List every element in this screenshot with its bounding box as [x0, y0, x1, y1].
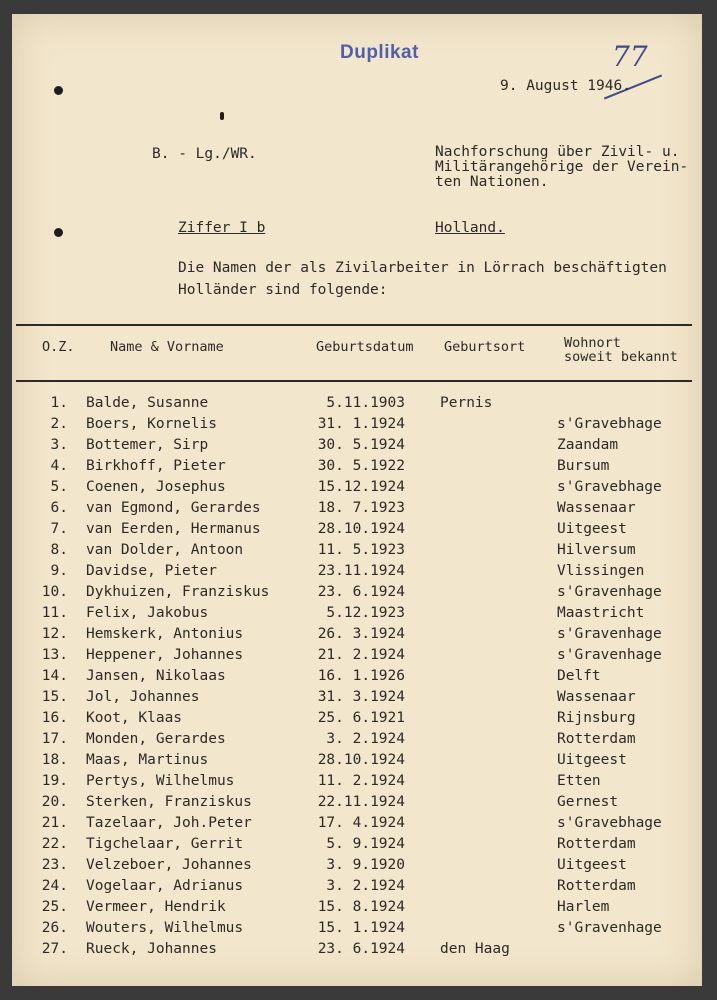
row-residence: s'Gravenhage: [557, 626, 662, 642]
row-dob: 15. 8.1924: [317, 899, 405, 915]
table-header-rule: [16, 380, 692, 382]
punch-hole-top: [54, 86, 63, 95]
row-number: 27.: [41, 941, 68, 957]
row-residence: Gernest: [557, 794, 619, 810]
document-date: 9. August 1946.: [500, 78, 631, 94]
row-dob: 15. 1.1924: [317, 920, 405, 936]
row-name: Vermeer, Hendrik: [86, 899, 226, 915]
row-name: Koot, Klaas: [86, 710, 183, 726]
row-number: 13.: [41, 647, 68, 663]
row-number: 14.: [41, 668, 68, 684]
ink-mark: [220, 112, 224, 120]
table-row: [12, 771, 702, 792]
row-number: 11.: [41, 605, 68, 621]
row-dob: 30. 5.1924: [317, 437, 405, 453]
row-residence: s'Gravebhage: [557, 416, 662, 432]
table-row: [12, 540, 702, 561]
row-dob: 23. 6.1924: [317, 941, 405, 957]
row-dob: 28.10.1924: [317, 521, 405, 537]
row-name: Hemskerk, Antonius: [86, 626, 244, 642]
table-row: [12, 645, 702, 666]
row-dob: 11. 5.1923: [317, 542, 405, 558]
row-name: Balde, Susanne: [86, 395, 209, 411]
table-row: [12, 729, 702, 750]
row-dob: 3. 2.1924: [326, 878, 405, 894]
row-residence: s'Gravenhage: [557, 920, 662, 936]
row-name: van Egmond, Gerardes: [86, 500, 261, 516]
row-name: Dykhuizen, Franziskus: [86, 584, 270, 600]
row-number: 25.: [41, 899, 68, 915]
row-name: Vogelaar, Adrianus: [86, 878, 244, 894]
section-label: Ziffer I b: [178, 220, 266, 236]
header-residence-2: soweit bekannt: [564, 349, 678, 365]
duplikat-stamp: Duplikat: [340, 42, 419, 63]
row-dob: 3. 9.1920: [326, 857, 405, 873]
row-dob: 18. 7.1923: [317, 500, 405, 516]
row-number: 10.: [41, 584, 68, 600]
row-name: Jol, Johannes: [86, 689, 200, 705]
row-residence: Hilversum: [557, 542, 636, 558]
punch-hole-bottom: [54, 228, 63, 237]
table-row: [12, 456, 702, 477]
row-name: Monden, Gerardes: [86, 731, 226, 747]
table-row: [12, 477, 702, 498]
table-row: [12, 813, 702, 834]
row-dob: 21. 2.1924: [317, 647, 405, 663]
header-num: O.Z.: [42, 339, 75, 355]
document-page: [12, 14, 702, 986]
row-number: 18.: [41, 752, 68, 768]
row-name: Velzeboer, Johannes: [86, 857, 252, 873]
table-top-rule: [16, 324, 692, 326]
subject-line-2: Militärangehörige der Verein-: [435, 159, 689, 175]
intro-line-1: Die Namen der als Zivilarbeiter in Lörrach beschäftigten: [178, 260, 667, 276]
row-birthplace: den Haag: [440, 941, 510, 957]
row-name: Pertys, Wilhelmus: [86, 773, 235, 789]
row-number: 5.: [50, 479, 68, 495]
row-number: 17.: [41, 731, 68, 747]
row-dob: 31. 3.1924: [317, 689, 405, 705]
row-dob: 5.12.1923: [326, 605, 405, 621]
row-residence: Delft: [557, 668, 601, 684]
page-number: 77: [612, 40, 648, 73]
table-row: [12, 918, 702, 939]
row-number: 7.: [50, 521, 68, 537]
table-row: [12, 561, 702, 582]
row-number: 4.: [50, 458, 68, 474]
table-row: [12, 708, 702, 729]
row-dob: 3. 2.1924: [326, 731, 405, 747]
row-number: 3.: [50, 437, 68, 453]
header-dob: Geburtsdatum: [316, 339, 414, 355]
country-label: Holland.: [435, 220, 505, 236]
header-name: Name & Vorname: [110, 339, 224, 355]
row-dob: 25. 6.1921: [317, 710, 405, 726]
row-number: 24.: [41, 878, 68, 894]
table-row: [12, 855, 702, 876]
table-row: [12, 939, 702, 960]
row-dob: 26. 3.1924: [317, 626, 405, 642]
row-residence: Uitgeest: [557, 752, 627, 768]
row-number: 2.: [50, 416, 68, 432]
table-row: [12, 603, 702, 624]
row-residence: Rotterdam: [557, 836, 636, 852]
row-name: Heppener, Johannes: [86, 647, 244, 663]
table-row: [12, 876, 702, 897]
table-row: [12, 834, 702, 855]
row-number: 21.: [41, 815, 68, 831]
row-residence: Uitgeest: [557, 521, 627, 537]
row-name: Wouters, Wilhelmus: [86, 920, 244, 936]
row-number: 6.: [50, 500, 68, 516]
row-dob: 11. 2.1924: [317, 773, 405, 789]
row-birthplace: Pernis: [440, 395, 493, 411]
row-residence: Uitgeest: [557, 857, 627, 873]
reference-code: B. - Lg./WR.: [152, 146, 257, 162]
row-residence: Rotterdam: [557, 731, 636, 747]
row-number: 9.: [50, 563, 68, 579]
row-name: Jansen, Nikolaas: [86, 668, 226, 684]
subject-line-3: ten Nationen.: [435, 174, 549, 190]
table-row: [12, 666, 702, 687]
row-dob: 23.11.1924: [317, 563, 405, 579]
row-name: Coenen, Josephus: [86, 479, 226, 495]
row-dob: 5. 9.1924: [326, 836, 405, 852]
table-row: [12, 687, 702, 708]
row-residence: Harlem: [557, 899, 610, 915]
row-number: 15.: [41, 689, 68, 705]
subject-line-1: Nachforschung über Zivil- u.: [435, 144, 680, 160]
row-number: 19.: [41, 773, 68, 789]
row-dob: 17. 4.1924: [317, 815, 405, 831]
row-residence: Wassenaar: [557, 500, 636, 516]
row-name: Davidse, Pieter: [86, 563, 217, 579]
row-residence: Wassenaar: [557, 689, 636, 705]
row-dob: 31. 1.1924: [317, 416, 405, 432]
row-name: Boers, Kornelis: [86, 416, 217, 432]
table-row: [12, 624, 702, 645]
row-residence: Rotterdam: [557, 878, 636, 894]
table-row: [12, 897, 702, 918]
row-name: Birkhoff, Pieter: [86, 458, 226, 474]
row-name: van Eerden, Hermanus: [86, 521, 261, 537]
row-number: 22.: [41, 836, 68, 852]
row-number: 23.: [41, 857, 68, 873]
row-name: Maas, Martinus: [86, 752, 209, 768]
row-residence: s'Gravebhage: [557, 815, 662, 831]
table-row: [12, 792, 702, 813]
row-dob: 28.10.1924: [317, 752, 405, 768]
header-birthplace: Geburtsort: [444, 339, 526, 355]
row-dob: 15.12.1924: [317, 479, 405, 495]
row-name: Bottemer, Sirp: [86, 437, 209, 453]
row-number: 16.: [41, 710, 68, 726]
row-residence: Rijnsburg: [557, 710, 636, 726]
table-row: [12, 435, 702, 456]
row-residence: Maastricht: [557, 605, 645, 621]
row-residence: Zaandam: [557, 437, 619, 453]
row-dob: 23. 6.1924: [317, 584, 405, 600]
row-residence: s'Gravebhage: [557, 479, 662, 495]
row-name: Rueck, Johannes: [86, 941, 217, 957]
table-row: [12, 393, 702, 414]
row-residence: Etten: [557, 773, 601, 789]
row-dob: 5.11.1903: [326, 395, 405, 411]
row-residence: Bursum: [557, 458, 610, 474]
row-name: van Dolder, Antoon: [86, 542, 244, 558]
row-number: 1.: [50, 395, 68, 411]
row-number: 26.: [41, 920, 68, 936]
table-row: [12, 414, 702, 435]
row-name: Tigchelaar, Gerrit: [86, 836, 244, 852]
table-row: [12, 519, 702, 540]
row-name: Sterken, Franziskus: [86, 794, 252, 810]
intro-line-2: Holländer sind folgende:: [178, 282, 388, 298]
row-number: 20.: [41, 794, 68, 810]
row-residence: s'Gravenhage: [557, 647, 662, 663]
row-number: 8.: [50, 542, 68, 558]
row-residence: Vlissingen: [557, 563, 645, 579]
row-name: Felix, Jakobus: [86, 605, 209, 621]
table-row: [12, 750, 702, 771]
table-row: [12, 582, 702, 603]
row-name: Tazelaar, Joh.Peter: [86, 815, 252, 831]
row-dob: 22.11.1924: [317, 794, 405, 810]
header-residence-1: Wohnort: [564, 335, 621, 351]
row-dob: 16. 1.1926: [317, 668, 405, 684]
table-row: [12, 498, 702, 519]
row-number: 12.: [41, 626, 68, 642]
row-dob: 30. 5.1922: [317, 458, 405, 474]
row-residence: s'Gravenhage: [557, 584, 662, 600]
